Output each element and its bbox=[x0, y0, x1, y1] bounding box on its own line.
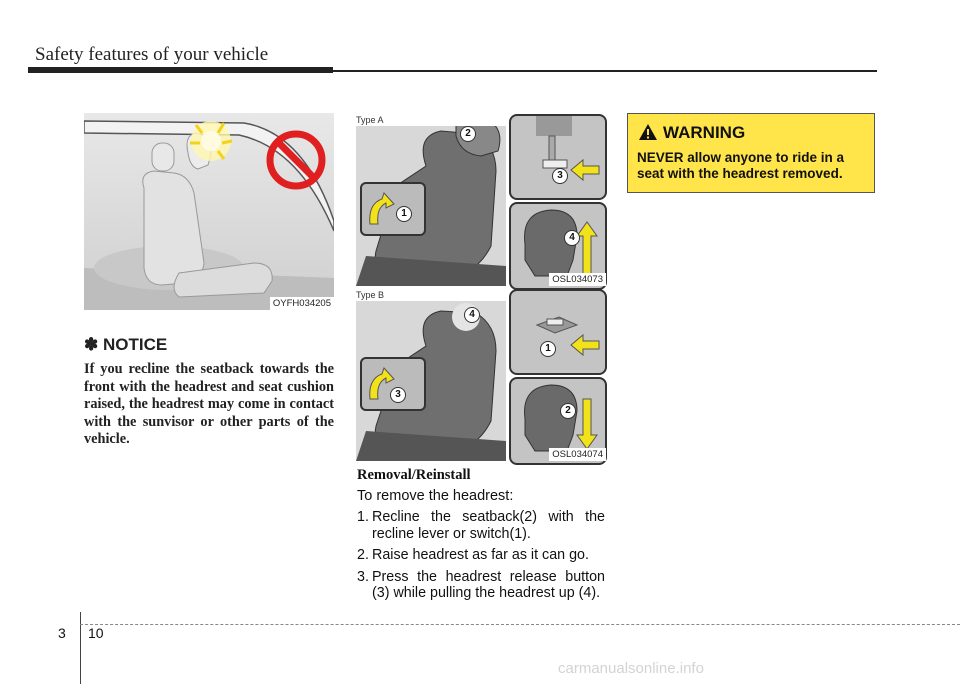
callout-number: 1 bbox=[396, 206, 412, 222]
instruction-steps bbox=[357, 509, 605, 607]
step-text: Recline the seatback(2) with the recline lever or switch(1). bbox=[372, 509, 605, 542]
callout-number: 1 bbox=[540, 341, 556, 357]
press-arrow-icon bbox=[511, 116, 605, 198]
figure-code: OSL034074 bbox=[549, 448, 606, 461]
section-title: Removal/Reinstall bbox=[357, 467, 471, 483]
notice-heading-text: NOTICE bbox=[102, 335, 168, 354]
list-item bbox=[357, 569, 605, 602]
figure-type-b bbox=[356, 301, 606, 461]
figure-code: OSL034073 bbox=[549, 273, 606, 286]
warning-triangle-icon bbox=[638, 123, 658, 141]
warning-title: WARNING bbox=[663, 123, 746, 142]
recline-lever-inset bbox=[360, 357, 426, 411]
watermark: carmanualsonline.info bbox=[558, 660, 704, 677]
step-number: 2. bbox=[357, 547, 369, 563]
footer-divider-vertical bbox=[80, 612, 81, 684]
figure-type-a bbox=[356, 126, 606, 286]
list-item bbox=[357, 547, 605, 564]
lever-arrow-icon bbox=[362, 184, 424, 234]
section-number: 3 bbox=[58, 625, 66, 641]
step-text: Press the headrest release button (3) while pulling the headrest up (4). bbox=[372, 568, 605, 601]
step-number: 3. bbox=[357, 568, 369, 585]
warning-text: NEVER allow anyone to ride in a seat with the headrest removed. bbox=[637, 150, 845, 181]
figure-type-label: Type A bbox=[356, 115, 384, 125]
callout-number: 2 bbox=[560, 403, 576, 419]
callout-number: 4 bbox=[464, 307, 480, 323]
step-number: 1. bbox=[357, 509, 369, 525]
list-item bbox=[357, 509, 605, 542]
header-rule-extension bbox=[333, 70, 877, 72]
notice-symbol-icon: ✽ bbox=[84, 335, 99, 354]
callout-number: 2 bbox=[460, 126, 476, 142]
figure-code: OYFH034205 bbox=[270, 297, 334, 310]
press-arrow-icon bbox=[511, 291, 605, 373]
instruction-intro: To remove the headrest: bbox=[357, 488, 514, 504]
page-header-title: Safety features of your vehicle bbox=[35, 44, 269, 65]
notice-body: If you recline the seatback towards the front with the headrest and seat cushion raised, the headrest may come in contact with the sunvisor or other parts of the vehicle. bbox=[84, 361, 334, 448]
release-button-inset bbox=[509, 114, 607, 200]
page-number: 10 bbox=[88, 625, 104, 641]
callout-number: 4 bbox=[564, 230, 580, 246]
prohibited-sign-icon bbox=[264, 128, 328, 192]
figure-headrest-contact bbox=[84, 113, 334, 310]
header-rule bbox=[28, 67, 333, 73]
warning-box bbox=[627, 113, 875, 193]
release-button-inset bbox=[509, 289, 607, 375]
callout-number: 3 bbox=[552, 168, 568, 184]
notice-heading bbox=[84, 335, 167, 355]
callout-number: 3 bbox=[390, 387, 406, 403]
step-text: Raise headrest as far as it can go. bbox=[372, 547, 589, 563]
recline-lever-inset bbox=[360, 182, 426, 236]
figure-type-label: Type B bbox=[356, 290, 385, 300]
footer-divider-dashed bbox=[80, 624, 960, 625]
